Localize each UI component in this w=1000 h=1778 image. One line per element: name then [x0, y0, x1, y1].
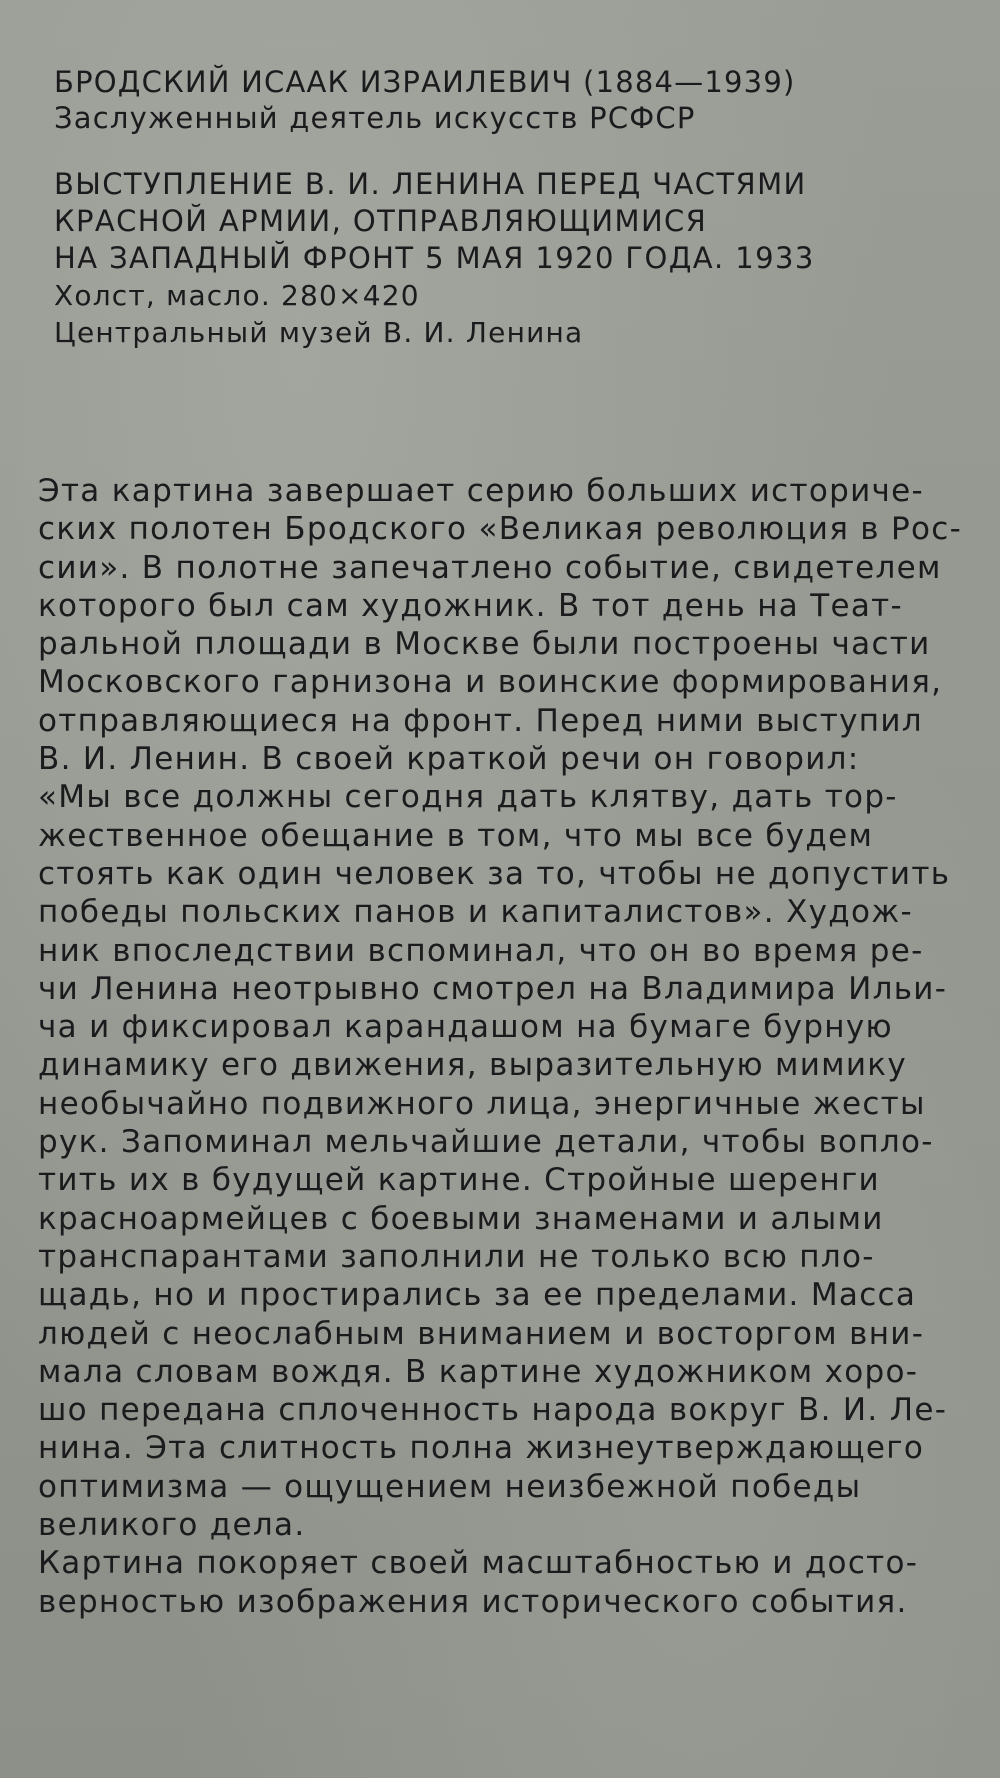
- description-line: Картина покоряет своей масштабностью и досто-: [38, 1545, 919, 1582]
- description-line: стоять как один человек за то, чтобы не допустить: [38, 855, 951, 892]
- description-line: Эта картина завершает серию больших историче-: [38, 473, 925, 509]
- description-line: верностью изображения исторического события.: [38, 1583, 908, 1620]
- artwork-title-line: КРАСНОЙ АРМИИ, ОТПРАВЛЯЮЩИМИСЯ: [54, 204, 708, 238]
- description-line: оптимизма — ощущением неизбежной победы: [38, 1468, 862, 1505]
- description-line: ральной площади в Москве были построены части: [38, 626, 931, 663]
- description-line: щадь, но и простирались за ее пределами. Масса: [38, 1277, 917, 1314]
- description-line: мала словам вождя. В картине художником хоро-: [38, 1353, 919, 1390]
- description-line: которого был сам художник. В тот день на Теат-: [38, 587, 903, 624]
- author-name: БРОДСКИЙ ИСААК ИЗРАИЛЕВИЧ (1884—1939): [54, 65, 796, 99]
- description-line: великого дела.: [38, 1507, 306, 1544]
- description-line: победы польских панов и капиталистов». Худож-: [38, 894, 914, 931]
- artwork-info: [54, 166, 954, 351]
- description-line: людей с неослабным вниманием и восторгом вни-: [38, 1315, 925, 1352]
- description-line: шо передана сплоченность народа вокруг В. И. Ле-: [38, 1392, 948, 1429]
- description-line: нина. Эта слитность полна жизнеутверждающего: [38, 1430, 925, 1467]
- artwork-collection: Центральный музей В. И. Ленина: [54, 316, 584, 349]
- description-line: В. И. Ленин. В своей краткой речи он говорил:: [38, 741, 860, 778]
- artwork-medium: Холст, масло. 280×420: [54, 279, 420, 312]
- description-line: сии». В полотне запечатлено событие, свидетелем: [38, 549, 942, 586]
- description-line: тить их в будущей картине. Стройные шеренги: [38, 1162, 880, 1199]
- description-line: ча и фиксировал карандашом на бумаге бурную: [38, 1009, 893, 1046]
- description-text: [38, 472, 968, 1621]
- description-line: «Мы все должны сегодня дать клятву, дать тор-: [38, 779, 898, 816]
- description-line: рук. Запоминал мельчайшие детали, чтобы вопло-: [38, 1124, 934, 1161]
- description-line: ских полотен Бродского «Великая революция в Рос-: [38, 511, 963, 548]
- description-line: ник впоследствии вспоминал, что он во время ре-: [38, 932, 924, 969]
- description-line: отправляющиеся на фронт. Перед ними выступил: [38, 702, 923, 739]
- description-line: транспарантами заполнили не только всю пло-: [38, 1238, 875, 1275]
- artwork-title-line: ВЫСТУПЛЕНИЕ В. И. ЛЕНИНА ПЕРЕД ЧАСТЯМИ: [54, 167, 807, 201]
- description-line: красноармейцев с боевыми знаменами и алыми: [38, 1200, 884, 1237]
- author-honorific: Заслуженный деятель искусств РСФСР: [54, 101, 696, 135]
- description-line: Московского гарнизона и воинские формирования,: [38, 664, 943, 701]
- artwork-title-line: НА ЗАПАДНЫЙ ФРОНТ 5 МАЯ 1920 ГОДА. 1933: [54, 241, 815, 275]
- description-line: жественное обещание в том, что мы все будем: [38, 817, 874, 854]
- description-line: динамику его движения, выразительную мимику: [38, 1047, 907, 1084]
- description-line: необычайно подвижного лица, энергичные жесты: [38, 1085, 926, 1122]
- description-line: чи Ленина неотрывно смотрел на Владимира Ильи-: [38, 970, 948, 1007]
- artwork-header: [54, 64, 954, 351]
